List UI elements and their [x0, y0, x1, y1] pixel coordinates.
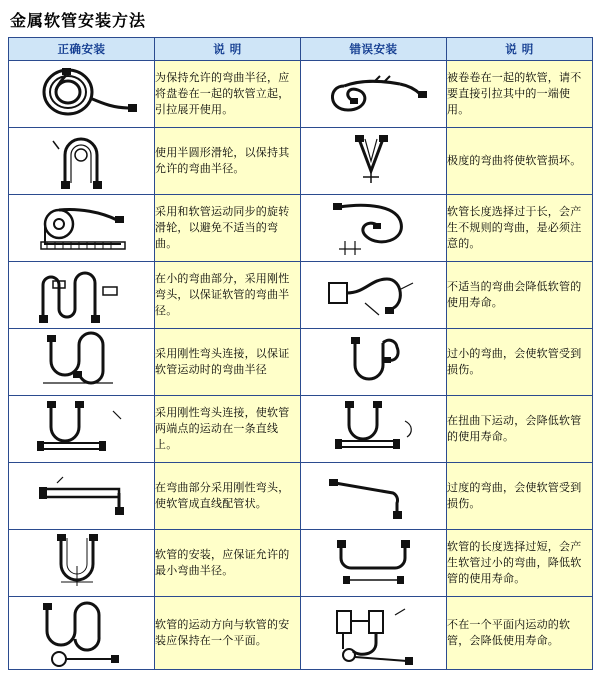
table-row — [9, 396, 593, 463]
figure-cell-correct — [9, 262, 155, 329]
table-row — [9, 329, 593, 396]
figure-cell-correct — [9, 463, 155, 530]
flat-long-loop-icon — [301, 530, 446, 596]
figure-cell-correct — [9, 128, 155, 195]
figure-cell-correct — [9, 530, 155, 597]
table-header — [9, 38, 593, 61]
desc-cell-wrong: 过度的弯曲，会使软管受到损伤。 — [447, 463, 593, 530]
rigid-elbow-straight-ends-icon — [9, 396, 154, 462]
desc-cell-wrong: 过小的弯曲，会使软管受到损伤。 — [447, 329, 593, 396]
desc-cell-wrong: 在扭曲下运动，会降低软管的使用寿命。 — [447, 396, 593, 463]
figure-cell-wrong — [301, 61, 447, 128]
desc-cell-correct: 在小的弯曲部分，采用刚性弯头，以保证软管的弯曲半径。 — [155, 262, 301, 329]
coiled-hose-pulled-icon — [301, 61, 446, 127]
figure-cell-wrong — [301, 530, 447, 597]
same-plane-movement-icon — [9, 597, 154, 669]
table-row — [9, 262, 593, 329]
figure-cell-wrong — [301, 329, 447, 396]
desc-cell-correct: 采用和软管运动同步的旋转滑轮，以避免不适当的弯曲。 — [155, 195, 301, 262]
table-body — [9, 61, 593, 670]
figure-cell-wrong — [301, 597, 447, 670]
table-header-row — [9, 38, 593, 61]
improper-tight-bend-icon — [301, 262, 446, 328]
figure-cell-correct — [9, 61, 155, 128]
u-shape-min-radius-icon — [9, 530, 154, 596]
figure-cell-wrong — [301, 195, 447, 262]
desc-cell-correct: 软管的运动方向与软管的安装应保持在一个平面。 — [155, 597, 301, 670]
desc-cell-wrong: 软管的长度选择过短，会产生软管过小的弯曲，降低软管的使用寿命。 — [447, 530, 593, 597]
different-plane-movement-icon — [301, 597, 446, 669]
semicircle-sheave-u-bend-icon — [9, 128, 154, 194]
desc-cell-wrong: 被卷卷在一起的软管，请不要直接引拉其中的一端使用。 — [447, 61, 593, 128]
header-correct-desc: 说 明 — [155, 38, 301, 61]
table-row — [9, 128, 593, 195]
table-row — [9, 195, 593, 262]
header-correct-install: 正确安装 — [9, 38, 155, 61]
straight-pipe-rigid-elbow-icon — [9, 463, 154, 529]
rotating-sheave-chain-icon — [9, 195, 154, 261]
long-slack-loop-icon — [301, 195, 446, 261]
table-row — [9, 597, 593, 670]
figure-cell-wrong — [301, 128, 447, 195]
desc-cell-correct: 为保持允许的弯曲半径，应将盘卷在一起的软管立起，引拉展开使用。 — [155, 61, 301, 128]
desc-cell-correct: 使用半圆形滑轮，以保持其允许的弯曲半径。 — [155, 128, 301, 195]
figure-cell-wrong — [301, 463, 447, 530]
desc-cell-wrong: 软管长度选择过于长，会产生不规则的弯曲，是必须注意的。 — [447, 195, 593, 262]
table-row — [9, 61, 593, 128]
header-wrong-install: 错误安装 — [301, 38, 447, 61]
coiled-hose-roll-icon — [9, 61, 154, 127]
twisted-u-bend-icon — [301, 396, 446, 462]
desc-cell-wrong: 不在一个平面内运动的软管，会降低使用寿命。 — [447, 597, 593, 670]
figure-cell-correct — [9, 396, 155, 463]
figure-cell-wrong — [301, 262, 447, 329]
page-title: 金属软管安装方法 — [10, 11, 147, 30]
desc-cell-correct: 在弯曲部分采用刚性弯头，使软管成直线配管状。 — [155, 463, 301, 530]
figure-cell-correct — [9, 329, 155, 396]
rigid-elbow-small-bend-icon — [9, 262, 154, 328]
installation-methods-table — [8, 37, 593, 670]
figure-cell-wrong — [301, 396, 447, 463]
rigid-elbow-u-loop-icon — [9, 329, 154, 395]
figure-cell-correct — [9, 195, 155, 262]
over-bent-pipe-icon — [301, 463, 446, 529]
desc-cell-wrong: 极度的弯曲将使软管损坏。 — [447, 128, 593, 195]
too-small-bend-loop-icon — [301, 329, 446, 395]
figure-cell-correct — [9, 597, 155, 670]
table-row — [9, 530, 593, 597]
sharp-v-bend-icon — [301, 128, 446, 194]
header-wrong-desc: 说 明 — [447, 38, 593, 61]
desc-cell-wrong: 不适当的弯曲会降低软管的使用寿命。 — [447, 262, 593, 329]
desc-cell-correct: 采用刚性弯头连接，以保证软管运动时的弯曲半径 — [155, 329, 301, 396]
desc-cell-correct: 软管的安装，应保证允许的最小弯曲半径。 — [155, 530, 301, 597]
table-row — [9, 463, 593, 530]
desc-cell-correct: 采用刚性弯头连接，使软管两端点的运动在一条直线上。 — [155, 396, 301, 463]
